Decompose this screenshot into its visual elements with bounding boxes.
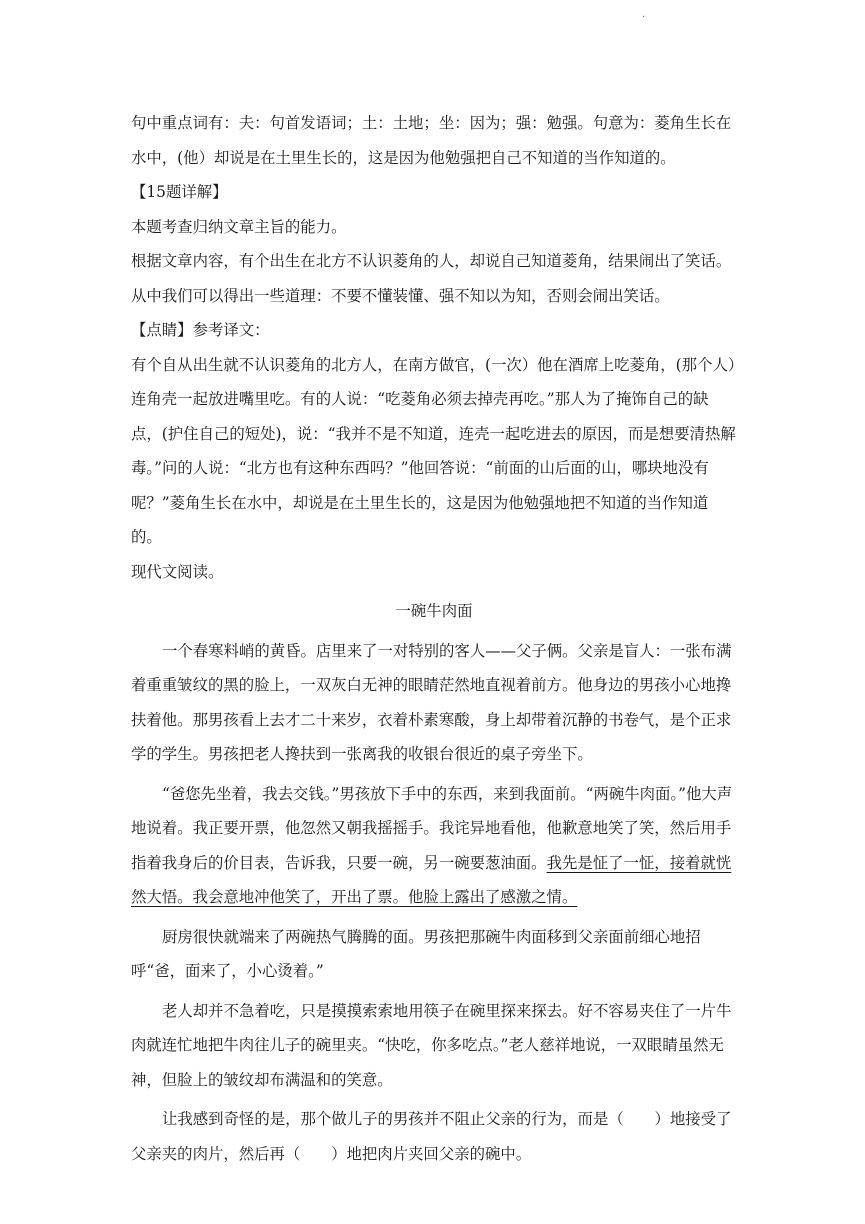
header-mark: · [642,12,646,23]
story-paragraph: 让我感到奇怪的是，那个做儿子的男孩并不阻止父亲的行为，而是（ ）地接受了父亲夹的肉片，然后再（ ）地把肉片夹回父亲的碗中。 [131,1110,732,1163]
section-heading: 现代文阅读。 [131,562,224,581]
skill-statement: 本题考查归纳文章主旨的能力。 [131,217,347,236]
story-paragraph: 厨房很快就端来了两碗热气腾腾的面。男孩把那碗牛肉面移到父亲面前细心地招呼“爸，面来了，小心烫着。” [131,927,701,980]
story-paragraph: 一个春寒料峭的黄昏。店里来了一对特别的客人——父子俩。父亲是盲人：一张布满着重重皱纹的黑的脸上，一双灰白无神的眼睛茫然地直视着前方。他身边的男孩小心地搀扶着他。那男孩看上去才二十来岁，衣着朴素寒酸，身上却带着沉静的书卷气，是个正求学的学生。男孩把老人搀扶到一张离我的收银台很近的桌子旁坐下。 [131,641,732,763]
underlined-sentence: 我先是怔了一怔，接着就恍然大悟。我会意地冲他笑了，开出了票。他脸上露出了感激之情。 [131,853,732,906]
question-15-heading: 【15题详解】 [131,183,228,201]
story-text: “爸您先坐着，我去交钱。”男孩放下手中的东西，来到我面前。“两碗牛肉面。”他大声地说着。我正要开票，他忽然又朝我摇摇手。我诧异地看他，他歉意地笑了笑，然后用手指着我身后的价目表，告诉我，只要一碗，另一碗要葱油面。 [131,784,733,872]
story-paragraph [131,777,737,915]
translation-paragraph: 有个自从出生就不认识菱角的北方人，在南方做官，(一次）他在酒席上吃菱角，(那个人）连角壳一起放进嘴里吃。有的人说：“吃菱角必须去掉壳再吃。”那人为了掩饰自己的缺点，(护住自己的短处)，说：“我并不是不知道，连壳一起吃进去的原因，而是想要清热解毒。”问的人说：“北方也有这种东西吗？”他回答说：“前面的山后面的山，哪块地没有呢？”菱角生长在水中，却说是在土里生长的，这是因为他勉强地把不知道的当作知道的。 [131,355,736,546]
story-title: 一碗牛肉面 [395,602,473,620]
document-body [131,106,737,1171]
translation-heading: 【点睛】参考译文： [131,321,270,339]
analysis-paragraph: 根据文章内容，有个出生在北方不认识菱角的人，却说自己知道菱角，结果闹出了笑话。从中我们可以得出一些道理：不要不懂装懂、强不知以为知，否则会闹出笑话。 [131,252,732,305]
explanation-paragraph: 句中重点词有：夫：句首发语词；土：土地；坐：因为；强：勉强。句意为：菱角生长在水中，(他）却说是在土里生长的，这是因为他勉强把自己不知道的当作知道的。 [131,114,732,167]
story-paragraph: 老人却并不急着吃，只是摸摸索索地用筷子在碗里探来探去。好不容易夹住了一片牛肉就连忙地把牛肉往儿子的碗里夹。“快吃，你多吃点。”老人慈祥地说，一双眼睛虽然无神，但脸上的皱纹却布满温和的笑意。 [131,1001,732,1089]
